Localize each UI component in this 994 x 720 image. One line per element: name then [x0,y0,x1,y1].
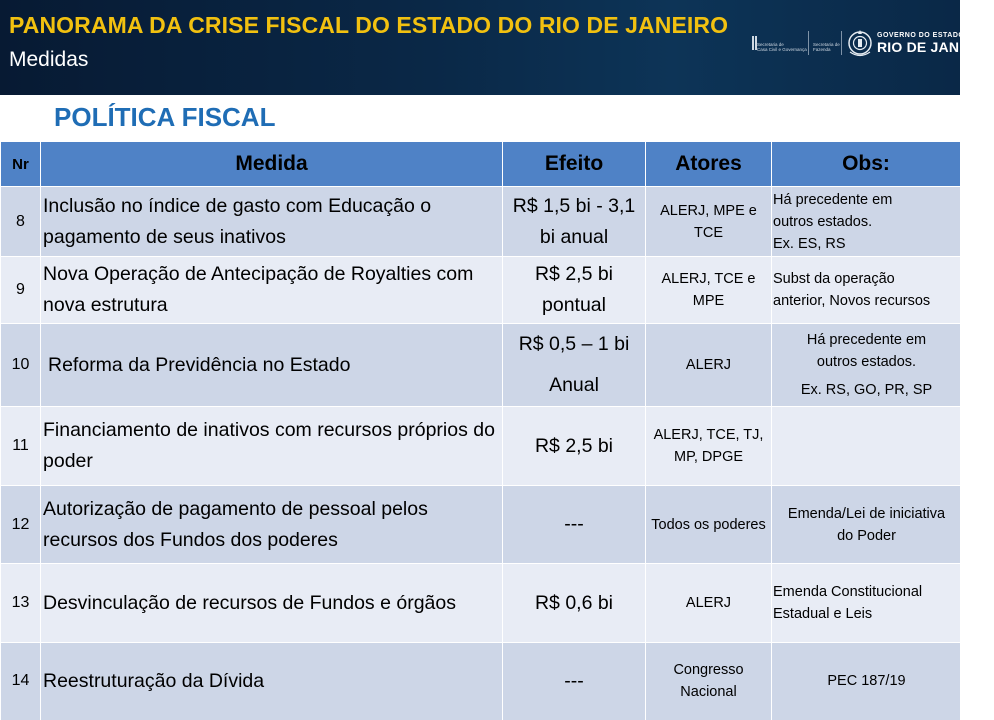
section-title: POLÍTICA FISCAL [54,102,276,132]
obs-line: PEC 187/19 [827,673,906,690]
row-atores: ALERJ, MPE e TCE [646,187,772,257]
row-efeito: --- [503,643,646,720]
row-obs [772,564,961,643]
row-nr: 11 [1,407,41,486]
header-obs: Obs: [772,142,961,187]
row-medida: Autorização de pagamento de pessoal pelos recursos dos Fundos dos poderes [41,486,503,564]
row-medida: Reestruturação da Dívida [41,643,503,720]
fazenda-line2: Fazenda [813,47,831,52]
obs-line: do Poder [837,527,896,544]
table-row [1,407,961,486]
row-efeito: R$ 1,5 bi - 3,1 bi anual [503,187,646,257]
row-efeito: R$ 0,5 – 1 bi Anual [503,324,646,407]
state-coat-of-arms-icon [846,28,874,65]
gov-logo-top: GOVERNO DO ESTADO [877,32,965,39]
row-obs-empty [772,407,961,486]
table-row [1,187,961,257]
table-row [1,643,961,720]
table-row [1,564,961,643]
table-row [1,324,961,407]
obs-line: Ex. ES, RS [773,235,846,252]
fazenda-logo-text [813,42,840,52]
header-subtitle: Medidas [9,48,89,71]
header-medida: Medida [41,142,503,187]
row-obs [772,643,961,720]
row-medida: Inclusão no índice de gasto com Educação o pagamento de seus inativos [41,187,503,257]
obs-line: anterior, Novos recursos [773,293,931,309]
row-atores: Todos os poderes [646,486,772,564]
obs-line: Emenda Constitucional [773,584,923,600]
header-atores: Atores [646,142,772,187]
row-efeito: R$ 2,5 bi [503,407,646,486]
obs-line: outros estados. [816,354,917,370]
row-nr: 8 [1,187,41,257]
obs-line: Há precedente em [773,191,893,208]
row-obs [772,324,961,407]
obs-line: Ex. RS, GO, PR, SP [800,382,933,398]
table-header-row [1,142,961,187]
header-title: PANORAMA DA CRISE FISCAL DO ESTADO DO RIO DE JANEIRO [9,12,729,38]
row-medida: Desvinculação de recursos de Fundos e órgãos [41,564,503,643]
row-efeito: R$ 2,5 bi pontual [503,257,646,324]
row-efeito: R$ 0,6 bi [503,564,646,643]
logo-divider [841,31,842,55]
row-atores: ALERJ, TCE e MPE [646,257,772,324]
header-nr: Nr [1,142,41,187]
row-nr: 12 [1,486,41,564]
fazenda-line1: Secretaria de [813,42,840,47]
row-nr: 14 [1,643,41,720]
table-row [1,486,961,564]
row-obs [772,257,961,324]
row-nr: 9 [1,257,41,324]
row-atores: ALERJ [646,324,772,407]
row-obs [772,187,961,257]
obs-line: outros estados. [773,213,873,230]
row-atores: ALERJ [646,564,772,643]
obs-line: Há precedente em [806,332,927,348]
logo-divider [808,31,809,55]
obs-line: Estadual e Leis [773,606,873,622]
obs-line: Subst da operação [773,271,895,287]
slide-header [0,0,994,95]
row-medida: Nova Operação de Antecipação de Royalties com nova estrutura [41,257,503,324]
header-efeito: Efeito [503,142,646,187]
row-obs [772,486,961,564]
gov-logo-main: RIO DE JANEIRO [877,39,994,55]
table-row [1,257,961,324]
row-medida: Reforma da Previdência no Estado [41,324,503,407]
row-nr: 13 [1,564,41,643]
casa-civil-logo-text [757,42,807,52]
row-efeito: --- [503,486,646,564]
row-nr: 10 [1,324,41,407]
obs-line: Emenda/Lei de iniciativa [787,505,946,522]
casa-civil-line2: Casa Civil e Governança [757,47,807,52]
row-medida: Financiamento de inativos com recursos próprios do poder [41,407,503,486]
casa-civil-line1: Secretaria de [757,42,784,47]
row-atores: ALERJ, TCE, TJ, MP, DPGE [646,407,772,486]
measures-table [0,141,961,720]
row-atores: Congresso Nacional [646,643,772,720]
